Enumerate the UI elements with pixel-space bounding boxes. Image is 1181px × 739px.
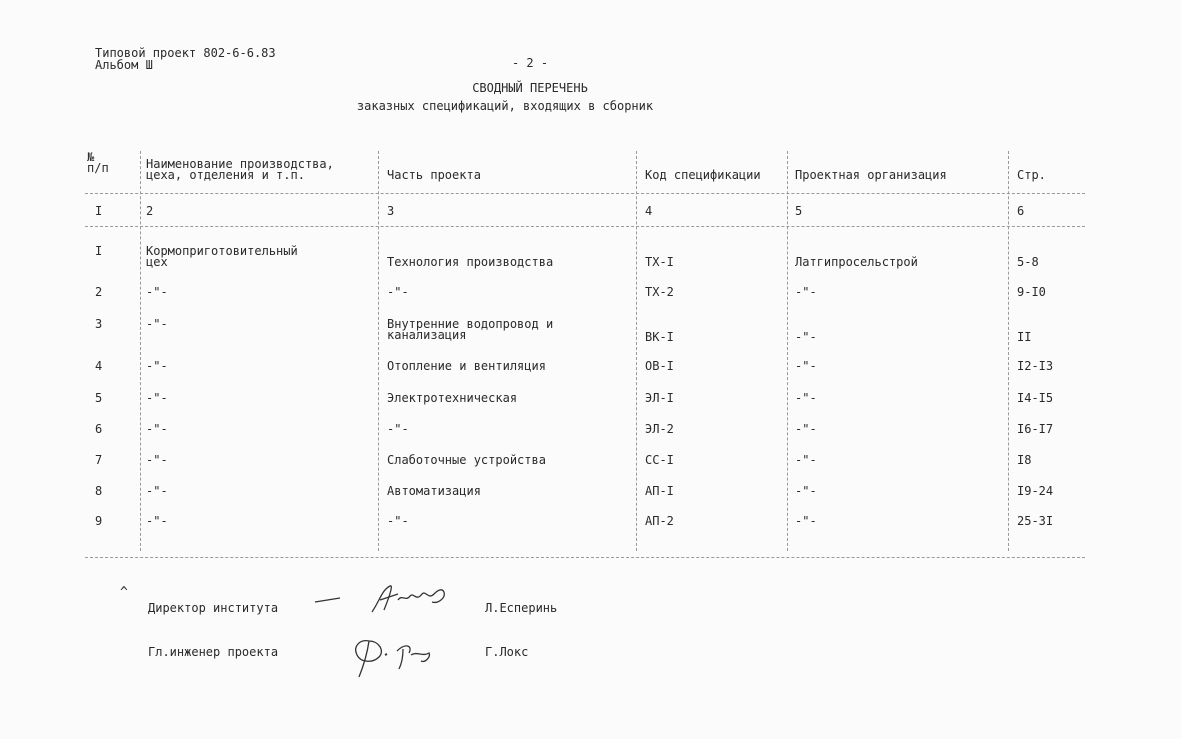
column-number-cell: 6: [1017, 204, 1025, 218]
cell-name: -"-: [146, 359, 168, 373]
cell-page: 25-3I: [1017, 514, 1054, 528]
cell-org: -"-: [795, 484, 817, 498]
cell-page: I8: [1017, 453, 1032, 467]
cell-part: Внутренние водопровод и канализация: [387, 317, 554, 342]
column-divider: [378, 151, 379, 551]
specification-table: [85, 145, 1095, 565]
cell-num: 2: [95, 285, 103, 299]
column-number-cell: 5: [795, 204, 803, 218]
cell-num: 3: [95, 317, 103, 331]
cell-part: -"-: [387, 422, 409, 436]
cell-num: 5: [95, 391, 103, 405]
cell-page: II: [1017, 330, 1032, 344]
cell-num: 9: [95, 514, 103, 528]
cell-code: АП-I: [645, 484, 674, 498]
col-header-number: № п/п: [87, 150, 109, 175]
chief-engineer-name: Г.Локс: [485, 645, 529, 659]
row-divider: [85, 226, 1085, 227]
column-divider: [636, 151, 637, 551]
cell-code: СС-I: [645, 453, 674, 467]
column-divider: [787, 151, 788, 551]
cell-name: -"-: [146, 422, 168, 436]
column-divider: [140, 151, 141, 551]
cell-part: -"-: [387, 285, 409, 299]
cell-code: ТХ-I: [645, 255, 674, 269]
cell-name: -"-: [146, 391, 168, 405]
cell-page: 9-I0: [1017, 285, 1046, 299]
cell-org: -"-: [795, 359, 817, 373]
cell-page: I6-I7: [1017, 422, 1054, 436]
cell-page: I4-I5: [1017, 391, 1054, 405]
cell-name: -"-: [146, 484, 168, 498]
director-name: Л.Есперинь: [485, 601, 558, 615]
cell-num: I: [95, 244, 103, 258]
signature-block: [120, 585, 620, 675]
cell-code: ОВ-I: [645, 359, 674, 373]
caret-mark: ^: [120, 585, 128, 600]
cell-num: 7: [95, 453, 103, 467]
cell-name: Кормоприготовительный цех: [146, 244, 298, 269]
cell-org: -"-: [795, 391, 817, 405]
cell-code: ЭЛ-I: [645, 391, 674, 405]
cell-part: Слаботочные устройства: [387, 453, 546, 467]
col-header-code: Код спецификации: [645, 168, 761, 182]
cell-page: 5-8: [1017, 255, 1039, 269]
cell-part: Отопление и вентиляция: [387, 359, 546, 373]
chief-engineer-signature: [345, 625, 455, 680]
column-number-cell: 2: [146, 204, 154, 218]
row-divider: [85, 193, 1085, 194]
cell-code: АП-2: [645, 514, 674, 528]
cell-page: I9-24: [1017, 484, 1054, 498]
director-role: Директор института: [148, 601, 279, 615]
row-divider: [85, 557, 1085, 558]
cell-org: -"-: [795, 422, 817, 436]
cell-org: -"-: [795, 453, 817, 467]
document-subtitle: заказных спецификаций, входящих в сборник: [356, 99, 654, 113]
document-title: СВОДНЫЙ ПЕРЕЧЕНЬ: [472, 81, 588, 95]
column-number-cell: 4: [645, 204, 653, 218]
page-number: - 2 -: [511, 56, 549, 70]
cell-org: -"-: [795, 285, 817, 299]
column-number-cell: I: [95, 204, 103, 218]
column-divider: [1008, 151, 1009, 551]
cell-name: -"-: [146, 453, 168, 467]
cell-num: 6: [95, 422, 103, 436]
cell-part: Автоматизация: [387, 484, 481, 498]
cell-code: ВК-I: [645, 330, 674, 344]
cell-org: -"-: [795, 514, 817, 528]
cell-org: Латгипросельстрой: [795, 255, 918, 269]
cell-part: Электротехническая: [387, 391, 518, 405]
chief-engineer-role: Гл.инженер проекта: [148, 645, 279, 659]
col-header-org: Проектная организация: [795, 168, 947, 182]
cell-org: -"-: [795, 330, 817, 344]
cell-num: 8: [95, 484, 103, 498]
album-number: Альбом Ш: [95, 58, 153, 72]
cell-name: -"-: [146, 514, 168, 528]
col-header-name: Наименование производства, цеха, отделения и т.п.: [146, 157, 334, 182]
cell-code: ЭЛ-2: [645, 422, 674, 436]
director-signature: [310, 580, 460, 625]
project-number: Типовой проект 802-6-6.83: [95, 46, 276, 60]
col-header-page: Стр.: [1017, 168, 1046, 182]
cell-name: -"-: [146, 317, 168, 331]
cell-num: 4: [95, 359, 103, 373]
cell-part: -"-: [387, 514, 409, 528]
col-header-part: Часть проекта: [387, 168, 481, 182]
cell-code: ТХ-2: [645, 285, 674, 299]
cell-page: I2-I3: [1017, 359, 1054, 373]
column-number-cell: 3: [387, 204, 395, 218]
cell-part: Технология производства: [387, 255, 554, 269]
cell-name: -"-: [146, 285, 168, 299]
